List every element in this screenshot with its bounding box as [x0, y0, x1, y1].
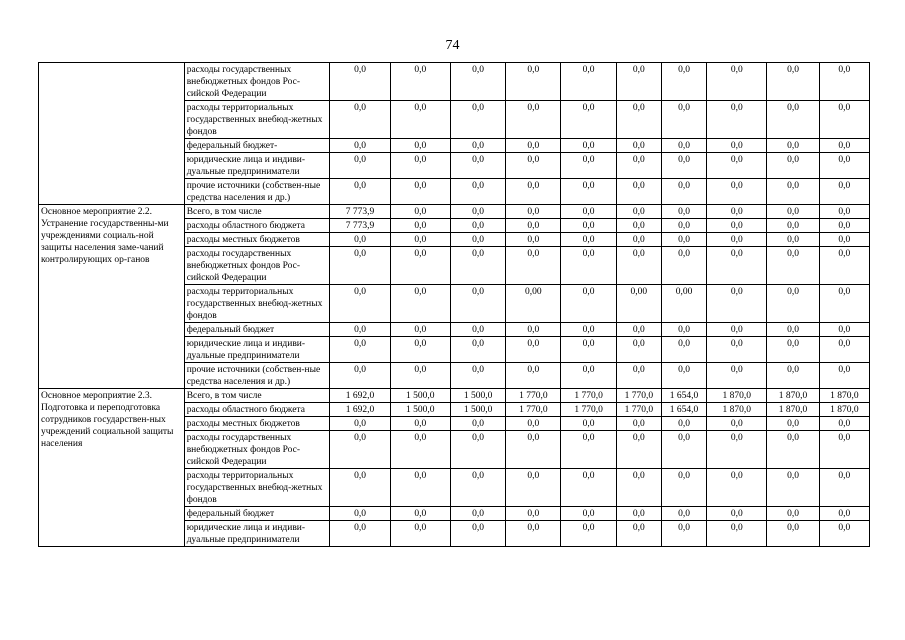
funding-source-cell: юридические лица и индиви-дуальные предприниматели	[184, 153, 330, 179]
value-cell: 1 870,0	[707, 389, 767, 403]
value-cell: 1 654,0	[661, 403, 706, 417]
value-cell: 1 870,0	[767, 403, 819, 417]
value-cell: 0,0	[506, 469, 561, 507]
value-cell: 0,0	[767, 469, 819, 507]
value-cell: 0,0	[616, 363, 661, 389]
value-cell: 0,0	[616, 337, 661, 363]
budget-table	[38, 62, 870, 547]
value-cell: 0,0	[450, 521, 505, 547]
value-cell: 0,0	[767, 247, 819, 285]
value-cell: 0,0	[450, 139, 505, 153]
value-cell: 0,0	[450, 323, 505, 337]
value-cell: 0,0	[819, 63, 869, 101]
value-cell: 0,0	[707, 101, 767, 139]
value-cell: 0,0	[506, 247, 561, 285]
value-cell: 0,0	[707, 469, 767, 507]
value-cell: 0,0	[707, 431, 767, 469]
funding-source-cell: расходы территориальных государственных внебюд-жетных фондов	[184, 101, 330, 139]
value-cell: 0,0	[819, 139, 869, 153]
value-cell: 0,0	[330, 323, 390, 337]
value-cell: 0,0	[561, 469, 616, 507]
value-cell: 0,00	[661, 285, 706, 323]
value-cell: 0,0	[616, 205, 661, 219]
funding-source-cell: Всего, в том числе	[184, 389, 330, 403]
value-cell: 0,0	[330, 507, 390, 521]
value-cell: 1 870,0	[819, 389, 869, 403]
value-cell: 0,0	[819, 285, 869, 323]
funding-source-cell: федеральный бюджет	[184, 507, 330, 521]
value-cell: 0,0	[616, 179, 661, 205]
value-cell: 0,0	[661, 521, 706, 547]
value-cell: 0,0	[561, 139, 616, 153]
value-cell: 0,0	[767, 205, 819, 219]
value-cell: 0,0	[616, 431, 661, 469]
value-cell: 0,0	[390, 233, 450, 247]
table-row	[39, 205, 870, 219]
value-cell: 0,0	[330, 431, 390, 469]
value-cell: 0,0	[661, 247, 706, 285]
value-cell: 0,0	[450, 153, 505, 179]
value-cell: 1 770,0	[506, 389, 561, 403]
value-cell: 0,0	[661, 205, 706, 219]
value-cell: 0,0	[767, 179, 819, 205]
value-cell: 1 500,0	[450, 403, 505, 417]
value-cell: 0,0	[390, 247, 450, 285]
value-cell: 0,0	[390, 417, 450, 431]
funding-source-cell: расходы областного бюджета	[184, 219, 330, 233]
value-cell: 0,0	[661, 63, 706, 101]
value-cell: 0,0	[707, 285, 767, 323]
value-cell: 0,0	[707, 153, 767, 179]
value-cell: 0,0	[561, 521, 616, 547]
value-cell: 0,0	[661, 101, 706, 139]
value-cell: 0,0	[661, 431, 706, 469]
activity-cell: Основное мероприятие 2.3. Подготовка и переподготовка сотрудников государствен-ных учреждений социальной защиты населения	[39, 389, 185, 547]
value-cell: 0,0	[561, 233, 616, 247]
value-cell: 0,0	[819, 219, 869, 233]
value-cell: 0,0	[450, 63, 505, 101]
value-cell: 0,0	[390, 219, 450, 233]
value-cell: 0,0	[506, 205, 561, 219]
value-cell: 0,0	[616, 101, 661, 139]
value-cell: 0,0	[661, 219, 706, 233]
value-cell: 0,0	[450, 101, 505, 139]
value-cell: 0,0	[506, 153, 561, 179]
value-cell: 0,0	[450, 431, 505, 469]
value-cell: 1 870,0	[819, 403, 869, 417]
value-cell: 0,0	[506, 417, 561, 431]
value-cell: 0,0	[390, 63, 450, 101]
value-cell: 0,0	[767, 233, 819, 247]
value-cell: 0,0	[330, 417, 390, 431]
value-cell: 0,0	[506, 431, 561, 469]
value-cell: 0,0	[616, 323, 661, 337]
value-cell: 0,0	[561, 431, 616, 469]
value-cell: 0,0	[330, 233, 390, 247]
value-cell: 0,0	[506, 521, 561, 547]
value-cell: 0,0	[707, 507, 767, 521]
value-cell: 1 870,0	[707, 403, 767, 417]
page-number: 74	[445, 38, 460, 53]
value-cell: 0,0	[450, 233, 505, 247]
value-cell: 0,0	[661, 507, 706, 521]
value-cell: 0,0	[390, 323, 450, 337]
value-cell: 0,0	[561, 417, 616, 431]
value-cell: 0,0	[330, 179, 390, 205]
value-cell: 0,0	[330, 247, 390, 285]
table-row	[39, 389, 870, 403]
funding-source-cell: расходы областного бюджета	[184, 403, 330, 417]
value-cell: 0,0	[390, 521, 450, 547]
value-cell: 1 770,0	[506, 403, 561, 417]
value-cell: 0,0	[616, 247, 661, 285]
value-cell: 1 870,0	[767, 389, 819, 403]
value-cell: 0,0	[330, 139, 390, 153]
value-cell: 0,0	[707, 179, 767, 205]
value-cell: 1 692,0	[330, 403, 390, 417]
value-cell: 0,0	[561, 247, 616, 285]
value-cell: 0,0	[450, 247, 505, 285]
value-cell: 0,0	[561, 507, 616, 521]
value-cell: 0,0	[661, 337, 706, 363]
value-cell: 0,0	[506, 101, 561, 139]
value-cell: 7 773,9	[330, 205, 390, 219]
value-cell: 0,0	[561, 179, 616, 205]
value-cell: 0,0	[450, 417, 505, 431]
value-cell: 0,0	[707, 139, 767, 153]
value-cell: 1 770,0	[561, 403, 616, 417]
value-cell: 0,0	[661, 233, 706, 247]
value-cell: 0,0	[506, 139, 561, 153]
value-cell: 0,0	[330, 101, 390, 139]
value-cell: 0,0	[390, 469, 450, 507]
value-cell: 0,0	[616, 469, 661, 507]
value-cell: 0,0	[390, 179, 450, 205]
value-cell: 0,0	[450, 285, 505, 323]
funding-source-cell: расходы государственных внебюджетных фондов Рос-сийской Федерации	[184, 247, 330, 285]
value-cell: 0,0	[390, 337, 450, 363]
value-cell: 0,0	[819, 179, 869, 205]
value-cell: 0,0	[707, 323, 767, 337]
value-cell: 0,0	[707, 521, 767, 547]
value-cell: 0,0	[616, 63, 661, 101]
value-cell: 0,0	[450, 219, 505, 233]
value-cell: 0,0	[767, 219, 819, 233]
value-cell: 1 654,0	[661, 389, 706, 403]
value-cell: 0,0	[767, 139, 819, 153]
value-cell: 0,0	[707, 205, 767, 219]
value-cell: 0,0	[450, 363, 505, 389]
value-cell: 0,0	[390, 507, 450, 521]
value-cell: 0,0	[767, 63, 819, 101]
value-cell: 0,0	[506, 63, 561, 101]
value-cell: 0,0	[661, 139, 706, 153]
value-cell: 0,0	[561, 153, 616, 179]
value-cell: 0,0	[661, 417, 706, 431]
funding-source-cell: расходы государственных внебюджетных фондов Рос-сийской Федерации	[184, 431, 330, 469]
value-cell: 0,0	[707, 417, 767, 431]
funding-source-cell: прочие источники (собствен-ные средства населения и др.)	[184, 179, 330, 205]
value-cell: 1 500,0	[390, 403, 450, 417]
activity-cell	[39, 63, 185, 205]
funding-source-cell: федеральный бюджет-	[184, 139, 330, 153]
value-cell: 0,0	[561, 323, 616, 337]
funding-source-cell: прочие источники (собствен-ные средства населения и др.)	[184, 363, 330, 389]
value-cell: 0,0	[616, 153, 661, 179]
value-cell: 0,0	[767, 521, 819, 547]
value-cell: 0,0	[661, 469, 706, 507]
value-cell: 0,0	[616, 139, 661, 153]
funding-source-cell: юридические лица и индиви-дуальные предприниматели	[184, 521, 330, 547]
value-cell: 0,0	[561, 101, 616, 139]
value-cell: 0,0	[767, 337, 819, 363]
funding-source-cell: расходы местных бюджетов	[184, 417, 330, 431]
value-cell: 1 500,0	[390, 389, 450, 403]
value-cell: 0,0	[819, 417, 869, 431]
value-cell: 0,0	[450, 179, 505, 205]
value-cell: 0,0	[390, 153, 450, 179]
value-cell: 0,0	[390, 139, 450, 153]
value-cell: 0,0	[767, 507, 819, 521]
value-cell: 0,0	[561, 205, 616, 219]
value-cell: 0,0	[561, 337, 616, 363]
value-cell: 0,0	[506, 323, 561, 337]
value-cell: 0,0	[616, 417, 661, 431]
value-cell: 0,0	[819, 153, 869, 179]
value-cell: 0,0	[819, 521, 869, 547]
value-cell: 0,0	[707, 63, 767, 101]
value-cell: 0,0	[390, 363, 450, 389]
value-cell: 0,0	[707, 247, 767, 285]
value-cell: 0,0	[819, 363, 869, 389]
value-cell: 1 770,0	[616, 403, 661, 417]
table-row	[39, 63, 870, 101]
value-cell: 0,0	[767, 323, 819, 337]
value-cell: 0,0	[767, 417, 819, 431]
value-cell: 0,0	[561, 63, 616, 101]
value-cell: 0,0	[819, 205, 869, 219]
value-cell: 0,0	[450, 205, 505, 219]
value-cell: 0,0	[330, 469, 390, 507]
value-cell: 0,0	[819, 507, 869, 521]
funding-source-cell: Всего, в том числе	[184, 205, 330, 219]
value-cell: 0,0	[616, 233, 661, 247]
value-cell: 0,0	[506, 507, 561, 521]
value-cell: 0,0	[390, 101, 450, 139]
value-cell: 0,0	[707, 337, 767, 363]
funding-source-cell: расходы государственных внебюджетных фондов Рос-сийской Федерации	[184, 63, 330, 101]
value-cell: 1 692,0	[330, 389, 390, 403]
value-cell: 0,0	[661, 179, 706, 205]
value-cell: 0,00	[616, 285, 661, 323]
value-cell: 0,0	[506, 233, 561, 247]
value-cell: 0,0	[819, 323, 869, 337]
value-cell: 0,0	[450, 469, 505, 507]
value-cell: 1 770,0	[616, 389, 661, 403]
funding-source-cell: федеральный бюджет	[184, 323, 330, 337]
value-cell: 0,0	[707, 219, 767, 233]
value-cell: 0,0	[707, 233, 767, 247]
value-cell: 0,0	[330, 153, 390, 179]
value-cell: 0,0	[506, 219, 561, 233]
value-cell: 0,0	[561, 285, 616, 323]
value-cell: 0,0	[819, 247, 869, 285]
value-cell: 0,0	[450, 507, 505, 521]
value-cell: 0,0	[390, 205, 450, 219]
value-cell: 0,0	[819, 233, 869, 247]
value-cell: 0,0	[330, 63, 390, 101]
value-cell: 0,0	[661, 153, 706, 179]
value-cell: 0,0	[616, 219, 661, 233]
value-cell: 0,0	[767, 153, 819, 179]
value-cell: 0,0	[767, 363, 819, 389]
value-cell: 0,0	[390, 431, 450, 469]
value-cell: 7 773,9	[330, 219, 390, 233]
value-cell: 0,0	[616, 521, 661, 547]
value-cell: 1 770,0	[561, 389, 616, 403]
value-cell: 1 500,0	[450, 389, 505, 403]
value-cell: 0,0	[330, 337, 390, 363]
activity-cell: Основное мероприятие 2.2. Устранение государственны-ми учреждениями социаль-ной защиты населения заме-чаний контролирующих ор-ганов	[39, 205, 185, 389]
value-cell: 0,0	[506, 179, 561, 205]
funding-source-cell: расходы территориальных государственных внебюд-жетных фондов	[184, 285, 330, 323]
value-cell: 0,0	[661, 363, 706, 389]
funding-source-cell: юридические лица и индиви-дуальные предприниматели	[184, 337, 330, 363]
value-cell: 0,0	[616, 507, 661, 521]
value-cell: 0,0	[819, 337, 869, 363]
funding-source-cell: расходы местных бюджетов	[184, 233, 330, 247]
value-cell: 0,00	[506, 285, 561, 323]
value-cell: 0,0	[819, 431, 869, 469]
value-cell: 0,0	[390, 285, 450, 323]
value-cell: 0,0	[561, 363, 616, 389]
value-cell: 0,0	[767, 431, 819, 469]
value-cell: 0,0	[767, 285, 819, 323]
value-cell: 0,0	[819, 101, 869, 139]
value-cell: 0,0	[707, 363, 767, 389]
value-cell: 0,0	[330, 285, 390, 323]
value-cell: 0,0	[767, 101, 819, 139]
funding-source-cell: расходы территориальных государственных внебюд-жетных фондов	[184, 469, 330, 507]
value-cell: 0,0	[661, 323, 706, 337]
value-cell: 0,0	[450, 337, 505, 363]
value-cell: 0,0	[506, 363, 561, 389]
value-cell: 0,0	[819, 469, 869, 507]
value-cell: 0,0	[561, 219, 616, 233]
value-cell: 0,0	[506, 337, 561, 363]
value-cell: 0,0	[330, 521, 390, 547]
value-cell: 0,0	[330, 363, 390, 389]
